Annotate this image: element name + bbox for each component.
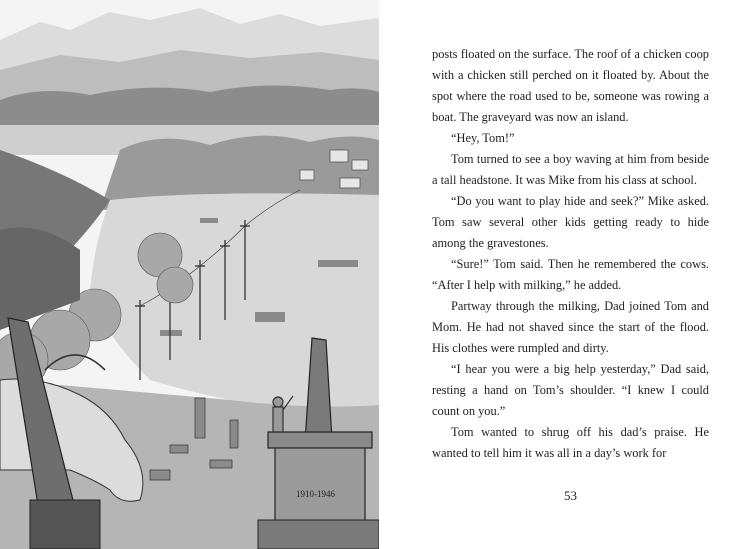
headstone-inscription: 1910-1946 (296, 489, 335, 499)
paragraph: Partway through the milking, Dad joined Tom and Mom. He had not shaved since the start of the flood. His clothes were rumpled and dirty. (432, 299, 709, 355)
paragraph: Tom turned to see a boy waving at him from beside a tall headstone. It was Mike from his class at school. (432, 152, 709, 187)
paragraph: “Hey, Tom!” (451, 131, 515, 145)
paragraph: “Sure!” Tom said. Then he remembered the cows. “After I help with milking,” he added. (432, 257, 709, 292)
paragraph: “Do you want to play hide and seek?” Mike asked. Tom saw several other kids getting ready to hide among the gravestones. (432, 194, 709, 250)
paragraph: posts floated on the surface. The roof of a chicken coop with a chicken still perched on it floated by. About the spot where the road used to be, someone was rowing a boat. The graveyard was now an island. (432, 47, 709, 124)
paragraph: Tom wanted to shrug off his dad’s praise. He wanted to tell him it was all in a day’s work for (432, 425, 709, 460)
page-number: 53 (564, 488, 577, 503)
headstone-front (258, 432, 379, 549)
paragraph: “I hear you were a big help yesterday,” Dad said, resting a hand on Tom’s shoulder. “I knew I could count on you.” (432, 362, 709, 418)
